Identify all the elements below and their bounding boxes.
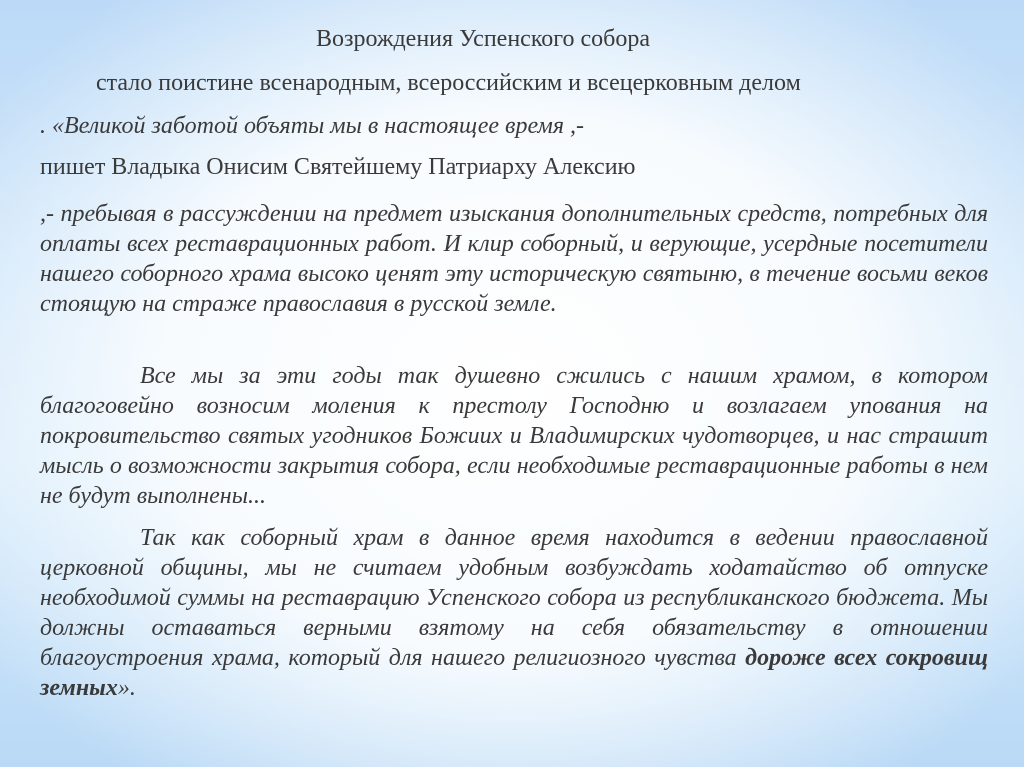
quote-intro-line: . «Великой заботой объяты мы в настоящее время ,-	[40, 113, 584, 139]
attribution-line: пишет Владыка Онисим Святейшему Патриарху Алексию	[40, 154, 636, 180]
paragraph-3-emphasis: дороже всех сокровищ земных	[40, 645, 988, 701]
paragraph-3-closing: ».	[117, 675, 136, 701]
heading-line-1: Возрождения Успенского собора	[316, 26, 651, 52]
paragraph-3	[40, 523, 988, 703]
paragraph-1: ,- пребывая в рассуждении на предмет изыскания дополнительных средств, потребных для оплаты всех реставрационных работ. И клир соборный, и верующие, усердные посетители нашего соборного храма высоко ценят эту историческую святыню, в течение восьми веков стоящую на страже православия в русской земле.	[40, 201, 988, 317]
paragraph-2-text: Все мы за эти годы так душевно сжились с нашим храмом, в котором благоговейно возносим моления к престолу Господню и возлагаем упования на покровительство святых угодников Божиих и Владимирских чудотворцев, и нас страшит мысль о возможности закрытия собора, если необходимые реставрационные работы в нем не будут выполнены...	[40, 363, 988, 509]
paragraph-3-text: Так как соборный храм в данное время находится в ведении православной церковной общины, мы не считаем удобным возбуждать ходатайство об отпуске необходимой суммы на реставрацию Успенского собора из республиканского бюджета. Мы должны оставаться верными взятому на себя обязательству в отношении благоустроения храма, который для нашего религиозного чувства	[40, 525, 988, 671]
heading-line-2: стало поистине всенародным, всероссийским и всецерковным делом	[96, 70, 801, 96]
paragraph-2	[40, 361, 988, 511]
